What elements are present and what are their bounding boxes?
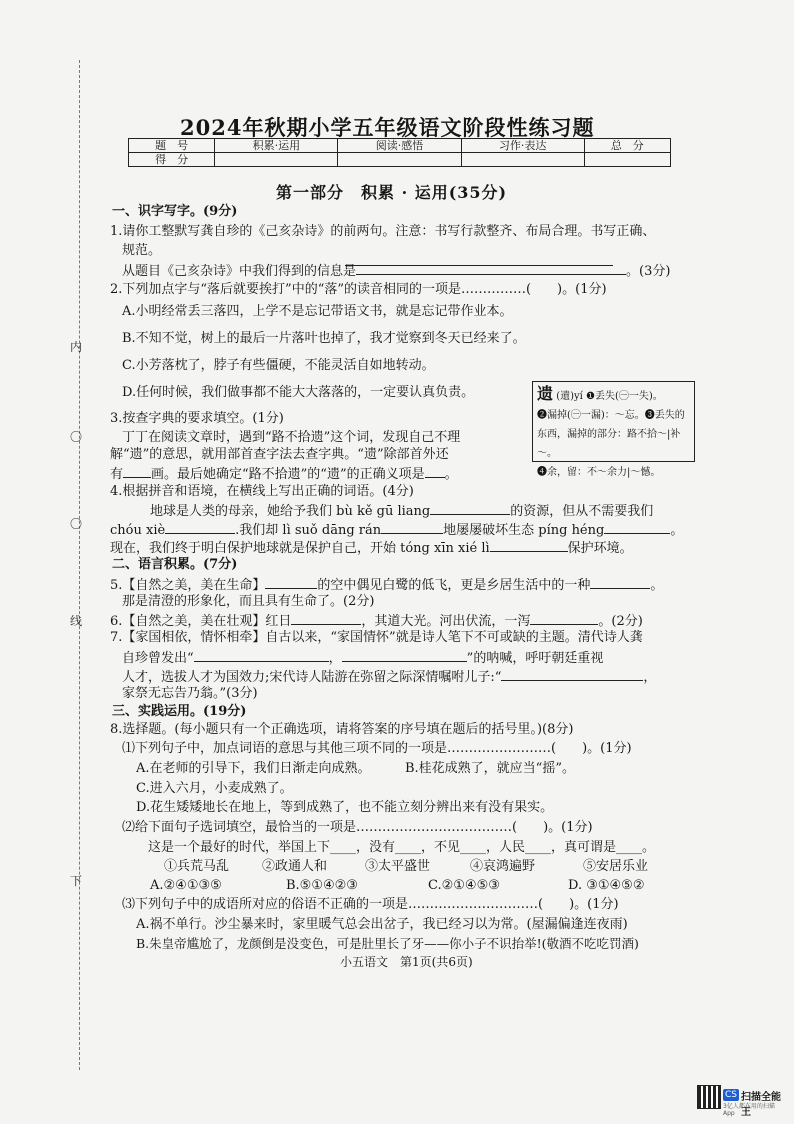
answer-blank[interactable] [381, 521, 443, 534]
question-text: 现在，我们终于明白保护地球就是保护自己，开始 tóng xīn xié lì [110, 541, 490, 556]
answer-blank[interactable] [356, 262, 626, 275]
score-table [128, 138, 671, 167]
dictionary-entry: 东西，漏掉的部分：路不拾～|补～。 [537, 429, 681, 459]
question-text: 那是清澄的形象化，而且具有生命了。(2分) [122, 594, 375, 609]
option-text: D. ③①④⑤② [568, 878, 645, 893]
question-text: 6.【自然之美，美在壮观】红日 [110, 614, 292, 629]
option-text: C.②①④⑤③ [428, 878, 500, 893]
answer-blank[interactable] [530, 612, 598, 625]
answer-blank[interactable] [165, 521, 235, 534]
question-text: 家祭无忘告乃翁。”(3分) [122, 686, 258, 701]
score-cell: 总 分 [584, 139, 670, 153]
dictionary-entry: ❷漏掉(㊀一漏)：～忘。❸丢失的 [537, 410, 685, 421]
question-text: 2.下列加点字与“落后就要挨打”中的“落”的读音相同的一项是……………( )。(1分) [110, 282, 607, 297]
option-text: A.在老师的引导下，我们日渐走向成熟。 [136, 761, 371, 776]
question-text: 3.按查字典的要求填空。(1分) [110, 411, 284, 426]
option-text: B.不知不觉，树上的最后一片落叶也掉了，我才觉察到冬天已经来了。 [122, 331, 526, 346]
dictionary-box [532, 381, 695, 478]
question-text: ， [328, 651, 342, 666]
question-text: 的资源，但从不需要我们 [510, 504, 654, 519]
question-text: 地屡屡破坏生态 píng héng [443, 523, 605, 538]
option-text: C.小芳落枕了，脖子有些僵硬，不能灵活自如地转动。 [122, 358, 435, 373]
question-text: ⑴下列句子中，加点词语的意思与其他三项不同的一项是……………………( )。(1分) [122, 741, 632, 756]
answer-blank[interactable] [194, 649, 329, 662]
question-text: 从题目《己亥杂诗》中我们得到的信息是 [122, 264, 357, 279]
section-heading: 三、实践运用。(19分) [112, 704, 247, 719]
camscanner-icon: CS [725, 1090, 737, 1100]
option-text: B.朱皇帝尴尬了，龙颜倒是没变色，可是肚里长了牙——你小子不识抬举!(敬酒不吃吃罚酒) [136, 936, 639, 951]
question-text: 的空中偶见白鹭的低飞，更是乡居生活中的一种 [317, 578, 591, 593]
score-cell: 阅读·感悟 [338, 139, 461, 153]
question-text: chóu xiè [110, 523, 166, 538]
score-cell: 题 号 [129, 139, 215, 153]
score-table-row [129, 139, 671, 153]
dictionary-entry: (遺)yí ❶丢失(㊀一失)。 [556, 391, 663, 402]
answer-blank[interactable] [425, 465, 445, 478]
answer-blank[interactable] [490, 539, 568, 552]
question-text: 保护环境。 [567, 541, 633, 556]
question-text: ⑶下列句子中的成语所对应的俗语不正确的一项是…………………………( )。(1分) [122, 897, 619, 912]
question-text: 画。最后她确定“路不拾遗”的“遗”的正确义项是 [151, 467, 425, 482]
question-text: 1.请你工整默写龚自珍的《己亥杂诗》的前两句。注意：书写行款整齐、布局合理。书写正确、 [110, 224, 656, 239]
binding-mark: 下 [70, 874, 83, 888]
answer-blank[interactable] [430, 502, 510, 515]
score-input-cell[interactable] [584, 153, 670, 167]
score-table-row [129, 153, 671, 167]
word-option: ⑤安居乐业 [583, 859, 649, 874]
binding-mark: 线 [70, 614, 83, 628]
question-text: ， [643, 670, 657, 685]
question-text: 有 [110, 467, 124, 482]
question-text: 丁丁在阅读文章时，遇到“路不拾遗”这个词，发现自己不理 [122, 430, 461, 445]
question-text: 。(2分) [598, 614, 643, 629]
question-text: 自珍曾发出“ [122, 651, 194, 666]
question-text: 。(3分) [626, 264, 671, 279]
question-text: 这是一个最好的时代，举国上下____，没有____，不见____，人民____，真可谓是____。 [148, 840, 656, 855]
answer-blank[interactable] [265, 576, 317, 589]
binding-mark: 内 [70, 340, 83, 354]
dictionary-entry: ❹余，留：不～余力|～憾。 [537, 467, 661, 478]
score-cell: 积累·运用 [215, 139, 338, 153]
dictionary-headword: 遗 [537, 384, 554, 403]
option-text: A.祸不单行。沙尘暴来时，家里暖气总会出岔子，我已经习以为常。(屋漏偏逢连夜雨) [136, 917, 628, 932]
qr-code-icon [697, 1085, 721, 1109]
exam-title: 2024年秋期小学五年级语文阶段性练习题 [180, 115, 595, 140]
option-text: B.桂花成熟了，就应当“摇”。 [405, 761, 575, 776]
section-heading: 二、语言积累。(7分) [112, 557, 238, 572]
question-text: ”的呐喊，呼吁朝廷重视 [466, 651, 604, 666]
question-text: ⑵给下面句子选词填空，最恰当的一项是………………………………( )。(1分) [122, 820, 593, 835]
binding-mark: 〇 [70, 430, 83, 444]
binding-mark: 〇 [70, 517, 83, 531]
option-text: A.②④①③⑤ [150, 878, 222, 893]
question-text: 地球是人类的母亲，她给予我们 bù kě gū liang [150, 504, 431, 519]
option-text: D.任何时候，我们做事都不能大大落落的，一定要认真负责。 [122, 385, 475, 400]
question-text: 人才，选拔人才为国效力;宋代诗人陆游在弥留之际深情嘱咐儿子:“ [122, 670, 502, 685]
option-text: B.⑤①④②③ [286, 878, 358, 893]
binding-line [79, 60, 81, 1070]
question-text: 解“遗”的意思，就用部首查字法去查字典。“遗”除部首外还 [110, 447, 449, 462]
word-option: ①兵荒马乱 [164, 859, 230, 874]
scanner-watermark [697, 1085, 783, 1118]
question-text: 。 [444, 467, 458, 482]
scanner-app-name: 扫描全能王 [741, 1092, 781, 1118]
question-text: 8.选择题。(每小题只有一个正确选项，请将答案的序号填在题后的括号里。)(8分) [110, 722, 574, 737]
word-option: ②政通人和 [262, 859, 328, 874]
score-cell: 得 分 [129, 153, 215, 167]
question-text: 7.【家国相依，情怀相牵】自古以来，“家国情怀”就是诗人笔下不可或缺的主题。清代诗人龚 [110, 630, 643, 645]
score-cell: 习作·表达 [461, 139, 584, 153]
answer-blank[interactable] [123, 465, 151, 478]
answer-blank[interactable] [604, 521, 670, 534]
option-text: A.小明经常丢三落四，上学不是忘记带语文书，就是忘记带作业本。 [122, 304, 513, 319]
score-input-cell[interactable] [215, 153, 338, 167]
question-text: ，其道大光。河出伏流，一泻 [361, 614, 531, 629]
answer-blank[interactable] [342, 649, 467, 662]
option-text: D.花生矮矮地长在地上，等到成熟了，也不能立刻分辨出来有没有果实。 [136, 800, 554, 815]
score-input-cell[interactable] [461, 153, 584, 167]
word-option: ④哀鸿遍野 [470, 859, 536, 874]
answer-blank[interactable] [590, 576, 650, 589]
section-heading: 一、识字写字。(9分) [112, 204, 238, 219]
answer-blank[interactable] [501, 668, 643, 681]
page-footer: 小五语文 第1页(共6页) [340, 955, 473, 969]
question-text: 规范。 [122, 243, 162, 258]
question-text: .我们却 lì suǒ dāng rán [235, 523, 382, 538]
answer-blank[interactable] [291, 612, 361, 625]
question-text: 。 [650, 578, 664, 593]
question-text: 5.【自然之美，美在生命】 [110, 578, 266, 593]
scanner-app-tagline: 3亿人都在用的扫描App [723, 1103, 775, 1117]
part-title: 第一部分 积累 · 运用(35分) [276, 183, 508, 202]
option-text: C.进入六月，小麦成熟了。 [136, 781, 293, 796]
question-text: 4.根据拼音和语境，在横线上写出正确的词语。(4分) [110, 484, 414, 499]
score-input-cell[interactable] [338, 153, 461, 167]
word-option: ③太平盛世 [365, 859, 431, 874]
question-text: 。 [670, 523, 684, 538]
